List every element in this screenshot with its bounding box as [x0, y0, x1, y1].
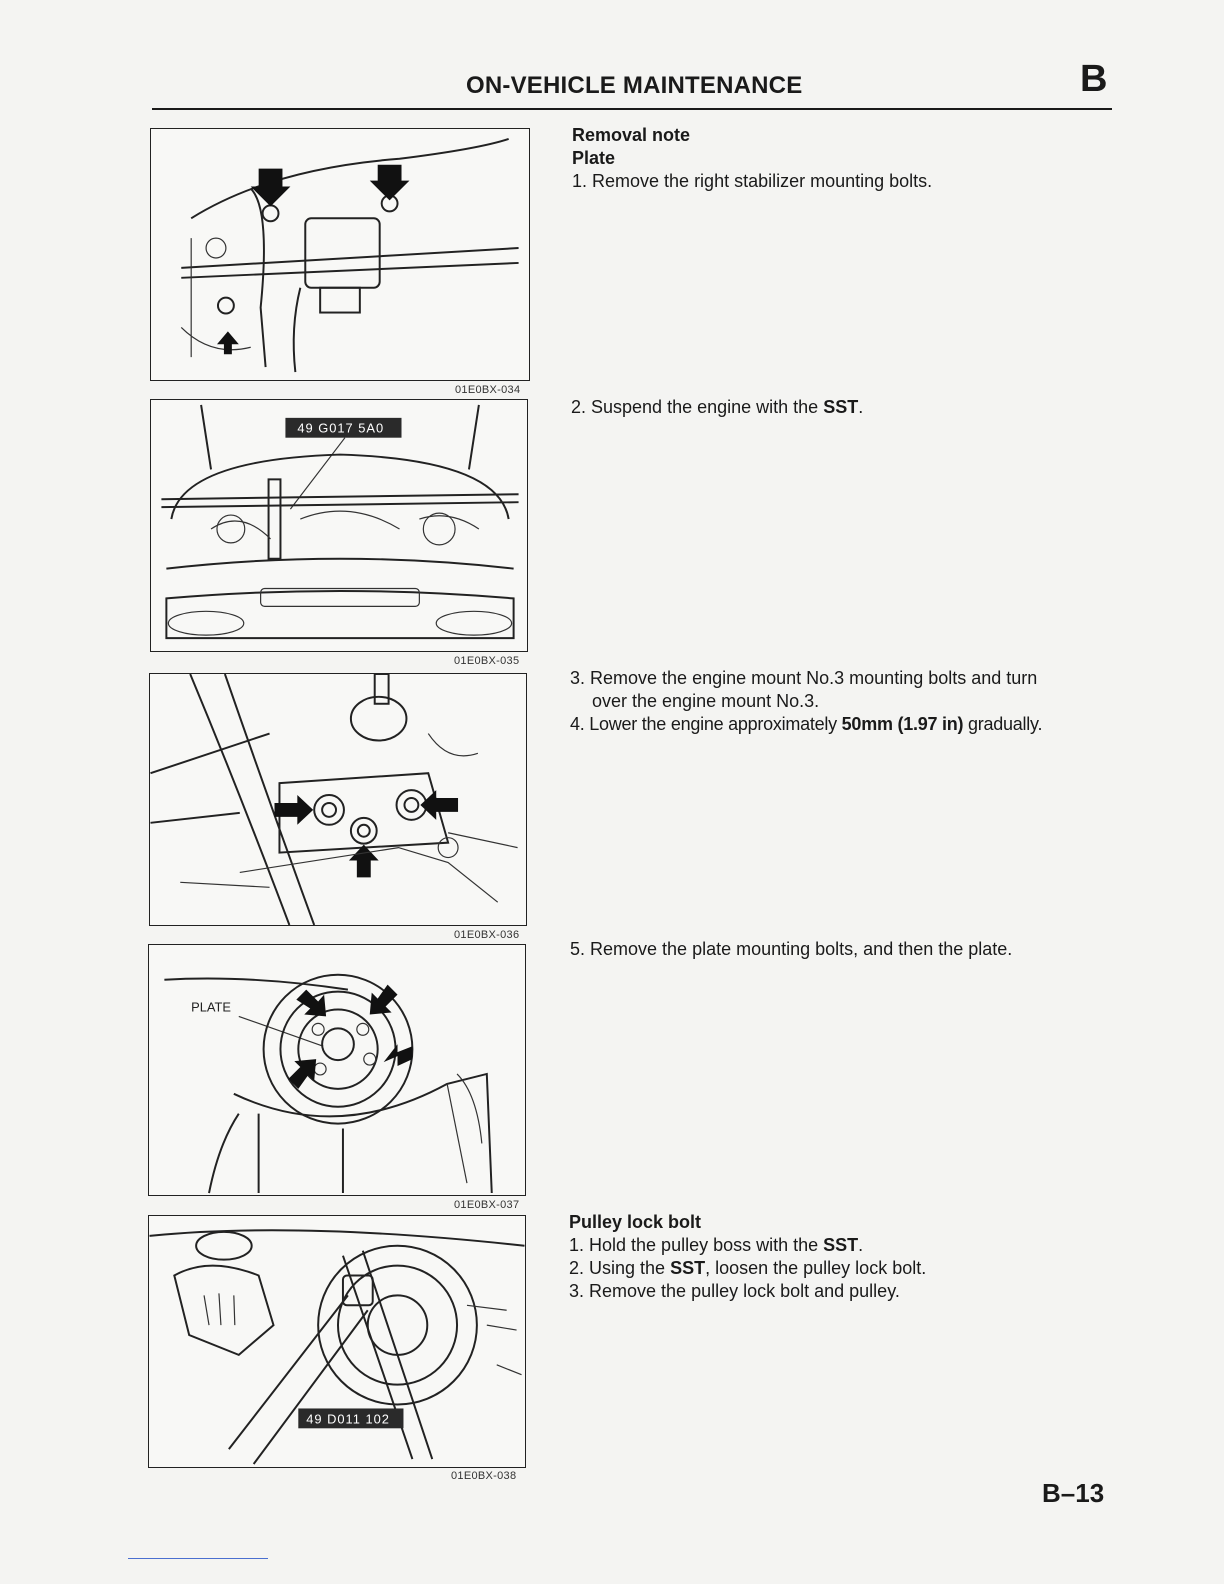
- plate-illustration: [149, 945, 525, 1195]
- figure-stabilizer-bolts: [150, 128, 530, 381]
- page-number: B–13: [1042, 1478, 1105, 1508]
- engine-mount-illustration: [150, 674, 526, 925]
- engine-suspend-illustration: [151, 400, 527, 651]
- step-text: 1. Hold the pulley boss with the: [569, 1235, 824, 1255]
- section-heading: Removal note: [572, 125, 691, 145]
- steps-3-4: [570, 667, 1115, 736]
- section-letter: B: [1080, 58, 1108, 100]
- step-3-line-2: over the engine mount No.3.: [592, 691, 820, 711]
- figure-code: 01E0BX-037: [454, 1199, 520, 1211]
- sst-term: SST: [823, 1235, 859, 1255]
- step-text: .: [858, 1235, 864, 1255]
- step-5: [570, 938, 1012, 961]
- sst-term: SST: [823, 397, 859, 417]
- step-2: [571, 396, 863, 419]
- header-rule: [152, 108, 1112, 110]
- figure-engine-suspend: [150, 399, 528, 652]
- step-4-text: 4. Lower the engine approximately: [570, 714, 842, 734]
- plate-label: PLATE: [191, 999, 232, 1015]
- pulley-lock-bolt-block: [569, 1211, 926, 1303]
- step-text: 2. Using the: [569, 1258, 671, 1278]
- step-5-text: 5. Remove the plate mounting bolts, and then the plate.: [570, 939, 1013, 959]
- stabilizer-illustration: [151, 129, 529, 380]
- step-4-text: gradually.: [963, 714, 1043, 734]
- step-text: 2. Suspend the engine with the: [571, 397, 824, 417]
- figure-engine-mount: [149, 673, 527, 926]
- figure-pulley: [148, 1215, 526, 1468]
- measurement: 50mm (1.97 in): [841, 714, 964, 734]
- step-1: 1. Remove the right stabilizer mounting bolts.: [572, 171, 933, 191]
- sst-label: 49 G017 5A0: [297, 420, 385, 436]
- figure-code: 01E0BX-038: [451, 1470, 517, 1482]
- figure-code: 01E0BX-034: [455, 384, 521, 396]
- step-text: .: [858, 397, 864, 417]
- figure-code: 01E0BX-035: [454, 655, 520, 667]
- bottom-rule: [128, 1558, 268, 1559]
- step-3: 3. Remove the pulley lock bolt and pulley.: [569, 1281, 900, 1301]
- pulley-illustration: [149, 1216, 525, 1467]
- sst-term: SST: [670, 1258, 706, 1278]
- step-3-line-1: 3. Remove the engine mount No.3 mounting bolts and turn: [570, 668, 1038, 688]
- figure-plate: [148, 944, 526, 1196]
- sst-label: 49 D011 102: [306, 1411, 390, 1427]
- step-text: , loosen the pulley lock bolt.: [705, 1258, 927, 1278]
- subsection-heading: Plate: [572, 148, 616, 168]
- removal-note-block: [572, 124, 932, 193]
- section-heading: Pulley lock bolt: [569, 1212, 702, 1232]
- figure-code: 01E0BX-036: [454, 929, 520, 941]
- page-title: ON-VEHICLE MAINTENANCE: [466, 72, 803, 99]
